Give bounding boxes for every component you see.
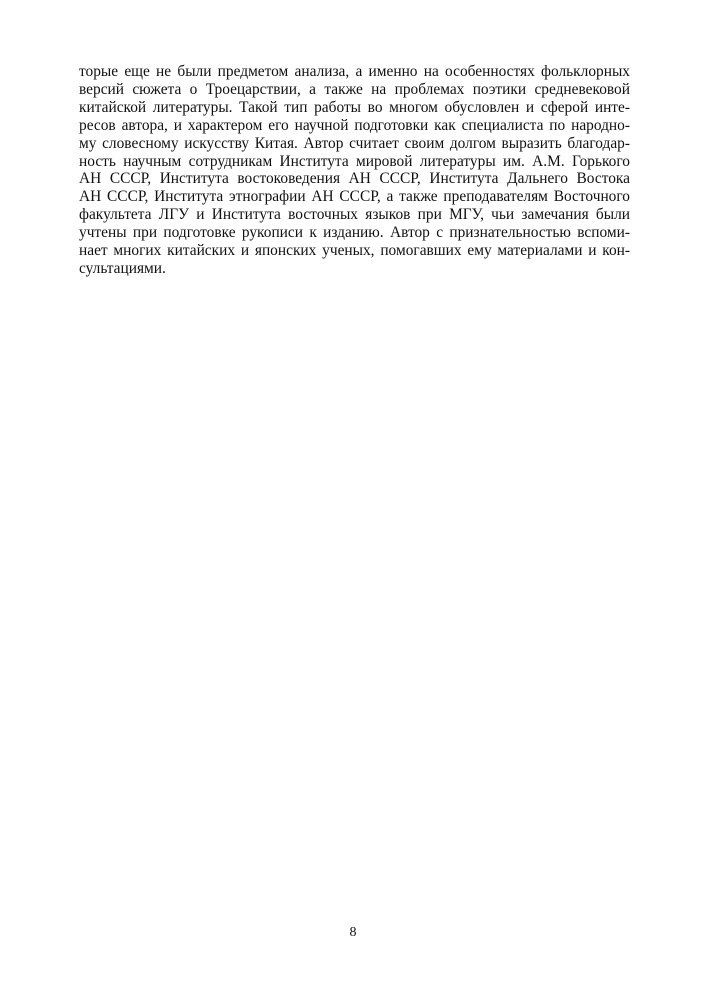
paragraph-line: китайской литературы. Такой тип работы во многом обусловлен и сферой инте- [79,98,630,116]
paragraph-line: факультета ЛГУ и Института восточных языков при МГУ, чьи замечания были [79,206,630,224]
paragraph-line: ность научным сотрудникам Института мировой литературы им. А.М. Горького [79,152,630,170]
paragraph-line: версий сюжета о Троецарствии, а также на проблемах поэтики средневековой [79,80,630,98]
page-number: 8 [349,925,357,940]
paragraph-line: му словесному искусству Китая. Автор считает своим долгом выразить благодар- [79,134,630,152]
body-paragraph [79,63,630,278]
paragraph-line: сультациями. [79,259,166,277]
paragraph-line: торые еще не были предметом анализа, а именно на особенностях фольклорных [79,63,630,80]
paragraph-line: ресов автора, и характером его научной подготовки как специалиста по народно- [79,116,630,134]
paragraph-line: нает многих китайских и японских ученых, помогавших ему материалами и кон- [79,242,630,260]
paragraph-line: учтены при подготовке рукописи к изданию. Автор с признательностью вспоми- [79,224,630,242]
paragraph-line: АН СССР, Института востоковедения АН СССР, Института Дальнего Востока [79,170,630,188]
paragraph-line: АН СССР, Института этнографии АН СССР, а также преподавателям Восточного [79,188,630,206]
